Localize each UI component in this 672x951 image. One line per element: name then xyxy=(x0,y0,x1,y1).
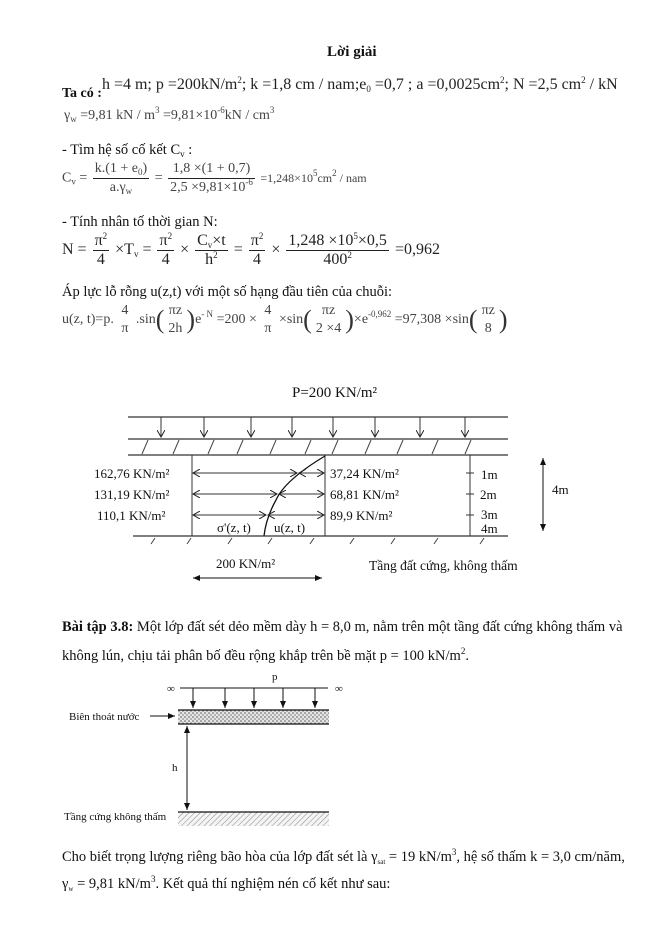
drainage-layer xyxy=(178,710,329,724)
cv-heading: - Tìm hệ số cố kết $C_v$ : xyxy=(62,142,193,159)
right-label-1: 37,24 KN/m² xyxy=(330,466,399,481)
u-label: u(z, t) xyxy=(274,520,306,535)
infinity-right: ∞ xyxy=(335,683,343,695)
svg-text:1m: 1m xyxy=(481,467,498,482)
h-label: h xyxy=(172,762,178,774)
load-arrows xyxy=(161,417,465,437)
depth-labels xyxy=(480,467,498,536)
bottom-hatch xyxy=(151,538,484,544)
impermeable-layer xyxy=(178,812,329,826)
sigma-label: σ'(z, t) xyxy=(217,520,251,535)
conditions-line-2: $\gamma_w = 9,81$ $kN/m^3$. Kết quả thí nghiệm nén cố kết như sau: xyxy=(62,874,391,893)
svg-text:3m: 3m xyxy=(481,507,498,522)
impermeable-label: Tầng cứng không thấm xyxy=(64,811,167,823)
u-formula: u(z, t)=p. 4 π .sin( πz 2h )$e^{- N} =200$ × 4 π ×sin( πz 2 ×4 )$\times e^{-0,962} =97,308 \times\sin$( πz 8 ) xyxy=(62,303,508,336)
cv-fraction-1: $\frac{k.(1 + e_0)}{a.\gamma_w}$ xyxy=(94,161,148,196)
exercise-title: Bài tập 3.8: xyxy=(62,619,134,635)
effective-stress-labels xyxy=(94,466,170,523)
svg-text:2m: 2m xyxy=(480,487,497,502)
given-line-2: $\gamma_w =9,81$ kN / $m^3 =9,81\times 10^{-6}kN / cm^3$ xyxy=(64,105,275,124)
given-values: h =4 m; $p =200kN/m^2$; k =1,8 cm / $nam;e_0 =0,7$ ; $a =0,0025cm^2$; N =2,5 $cm^2$ / kN xyxy=(101,75,618,94)
left-label-2: 131,19 KN/m² xyxy=(94,487,170,502)
p-load-arrows xyxy=(193,688,315,708)
infinity-left: ∞ xyxy=(167,683,175,695)
cv-formula: $C_v$ = $\frac{k.(1 + e_0)}{a.\gamma_w}$ = $\frac{1,8 \times(1 + 0,7)}{2,5 \times 9,81\times 10^{-6}}$ $=1,248\times 10^5cm^2$ / nam xyxy=(62,161,367,196)
p-label: p xyxy=(272,671,278,683)
drainage-label: Biên thoát nước xyxy=(69,711,140,723)
stress-arrows xyxy=(193,473,324,515)
load-label: P=200 KN/m² xyxy=(292,385,378,401)
left-label-1: 162,76 KN/m² xyxy=(94,466,170,481)
bottom-layer-label: Tầng đất cứng, không thấm xyxy=(369,558,518,573)
svg-text:4m: 4m xyxy=(481,521,498,536)
top-hatch xyxy=(142,440,471,454)
solution-heading: Lời giải xyxy=(327,44,377,60)
right-label-2: 68,81 KN/m² xyxy=(330,487,399,502)
conditions-line-1: Cho biết trọng lượng riêng bão hòa của lớp đất sét là $\gamma_{sat} = 19$ $kN/m^3$, hệ số thấm k = 3,0 cm/năm, xyxy=(62,847,625,866)
given-label: Ta có : xyxy=(62,86,102,101)
left-label-3: 110,1 KN/m² xyxy=(97,508,166,523)
right-label-3: 89,9 KN/m² xyxy=(330,508,393,523)
exercise-line-1: Bài tập 3.8: Một lớp đất sét dẻo mềm dày h = 8,0 m, nằm trên một tầng đất cứng không thấm và xyxy=(62,619,623,635)
n-formula: N = $\frac{\pi^2}{4}$ $\times T_v$ = $\frac{\pi^2}{4}$ × $\frac{C_v\times t}{h^2}$ = $\frac{\pi^2}{4}$ × $\frac{1,248 \times 10^5\times 0,5}{400^2}$ =0,962 xyxy=(62,231,440,268)
u-heading: Áp lực lỗ rỗng u(z,t) với một số hạng đầu tiên của chuỗi: xyxy=(62,284,393,300)
cv-fraction-2: $\frac{1,8 \times(1 + 0,7)}{2,5 \times 9,81\times 10^{-6}}$ xyxy=(170,161,253,195)
thickness-label: 4m xyxy=(552,482,569,497)
n-heading: - Tính nhân tố thời gian N: xyxy=(62,214,218,230)
pore-pressure-labels xyxy=(330,466,399,523)
base-load-label: 200 KN/m² xyxy=(216,556,276,571)
exercise-line-2: không lún, chịu tải phân bố đều rộng khắp trên bề mặt p = 100 $kN/m^2$. xyxy=(62,646,469,664)
